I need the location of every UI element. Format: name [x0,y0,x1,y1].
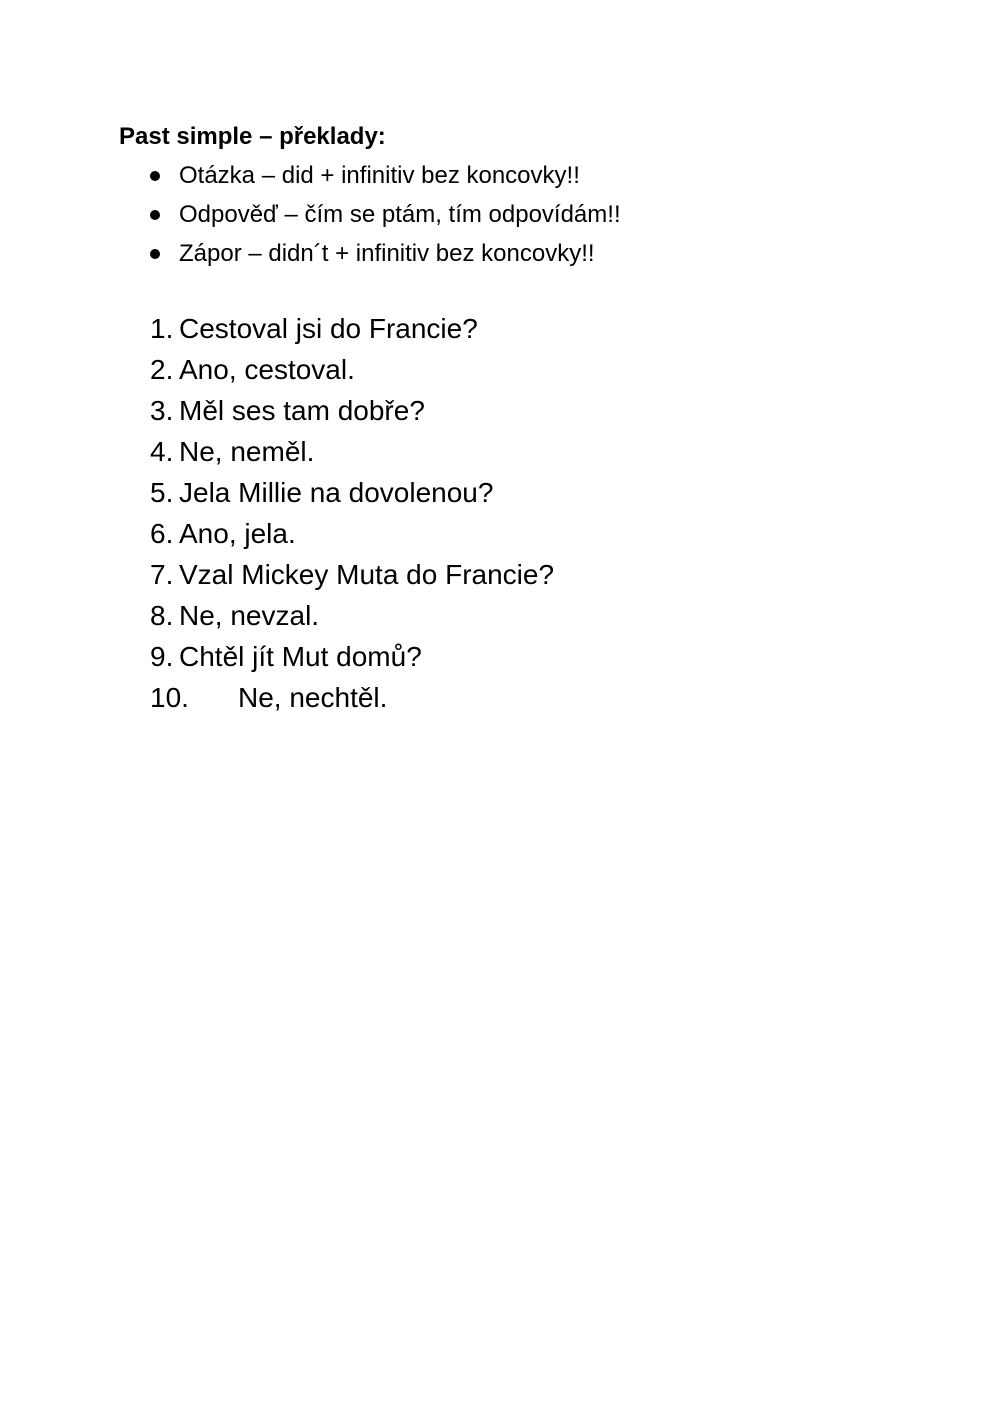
sentence-text: Jela Millie na dovolenou? [179,477,494,508]
bullet-icon [150,249,160,259]
sentence-text: Ne, neměl. [179,436,315,467]
rule-text: Odpověď – čím se ptám, tím odpovídám!! [179,201,621,228]
sentence-number: 10. [150,682,189,713]
page-title: Past simple – překlady: [119,123,386,150]
sentence-text: Ne, nechtěl. [238,682,388,713]
sentence-text: Ano, jela. [179,518,296,549]
sentence-text: Chtěl jít Mut domů? [179,641,422,672]
sentence-text: Vzal Mickey Muta do Francie? [179,559,555,590]
sentence-number: 6. [150,518,174,549]
sentence-number: 3. [150,395,174,426]
sentence-text: Ano, cestoval. [179,354,355,385]
sentence-text: Cestoval jsi do Francie? [179,313,478,344]
sentence-number: 2. [150,354,174,385]
sentence-number: 8. [150,600,174,631]
sentence-number: 7. [150,559,174,590]
rule-text: Zápor – didn´t + infinitiv bez koncovky!! [179,240,595,267]
sentence-text: Ne, nevzal. [179,600,320,631]
sentence-number: 9. [150,641,174,672]
sentence-text: Měl ses tam dobře? [179,395,425,426]
sentence-number: 5. [150,477,174,508]
rule-text: Otázka – did + infinitiv bez koncovky!! [179,162,580,189]
sentence-number: 4. [150,436,174,467]
sentence-number: 1. [150,313,174,344]
bullet-icon [150,171,160,181]
bullet-icon [150,210,160,220]
